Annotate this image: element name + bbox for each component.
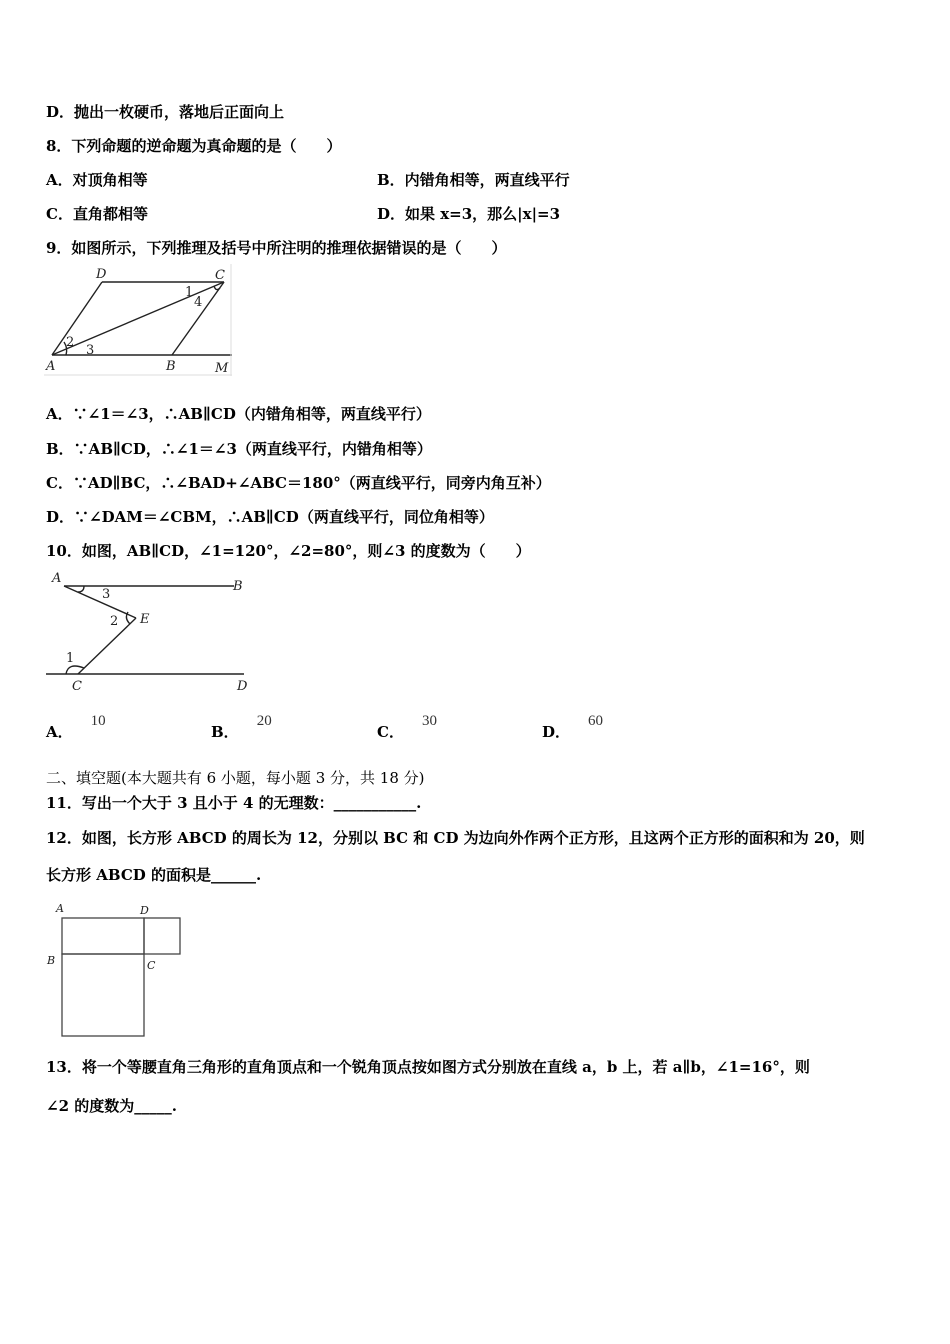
- q8-option-b: B．内错角相等，两直线平行: [377, 171, 570, 189]
- q7-option-d: D．抛出一枚硬币，落地后正面向上: [46, 103, 285, 121]
- q10-option-d-label: D．: [542, 723, 571, 741]
- q9-label-a: A: [46, 359, 56, 374]
- q10-option-c-value: 30: [421, 713, 437, 729]
- q9-angle-4: 4: [194, 295, 203, 310]
- q8-option-a: A．对顶角相等: [46, 171, 148, 189]
- q10-option-a-label: A．: [46, 723, 73, 741]
- q12-label-a: A: [56, 902, 64, 915]
- q12-line2: 长方形 ABCD 的面积是______.: [46, 866, 262, 884]
- q13-line1: 13．将一个等腰直角三角形的直角顶点和一个锐角顶点按如图方式分别放在直线 a，b 上，若 a∥b，∠1=16°，则: [46, 1058, 810, 1076]
- q10-option-b-label: B．: [211, 723, 239, 741]
- q9-stem: 9．如图所示，下列推理及括号中所注明的推理依据错误的是（ ）: [46, 239, 507, 257]
- q10-label-a: A: [52, 571, 62, 586]
- q10-option-c-label: C．: [377, 723, 404, 741]
- q10-label-b: B: [233, 579, 243, 594]
- q9-label-c: C: [215, 268, 225, 283]
- q12-square-bc: [62, 954, 144, 1036]
- q9-label-m: M: [215, 361, 229, 376]
- q9-label-d: D: [96, 267, 107, 282]
- q10-angle-2: 2: [110, 614, 119, 629]
- q9-angle-1: 1: [185, 285, 194, 300]
- q8-stem: 8．下列命题的逆命题为真命题的是（ ）: [46, 137, 342, 155]
- q12-label-b: B: [47, 954, 56, 967]
- q11-text: 11．写出一个大于 3 且小于 4 的无理数：___________.: [46, 794, 422, 812]
- q10-angle-arc-3: [78, 586, 84, 592]
- q10-label-c: C: [72, 679, 82, 694]
- q13-line2: ∠2 的度数为_____.: [46, 1097, 177, 1115]
- q9-option-b: B．∵AB∥CD，∴∠1＝∠3（两直线平行，内错角相等）: [46, 440, 432, 458]
- q10-parallel-lines-figure: [44, 568, 254, 696]
- q9-parallelogram-figure: [44, 264, 240, 380]
- q9-angle-2: 2: [66, 335, 75, 350]
- q9-label-b: B: [166, 359, 176, 374]
- q9-option-d: D．∵∠DAM＝∠CBM，∴AB∥CD（两直线平行，同位角相等）: [46, 508, 494, 526]
- q10-label-d: D: [237, 679, 248, 694]
- q10-option-b: [211, 713, 272, 743]
- q10-segment-ec: [78, 618, 136, 674]
- q9-option-c: C．∵AD∥BC，∴∠BAD+∠ABC＝180°（两直线平行，同旁内角互补）: [46, 474, 551, 492]
- q12-rectangle-abcd: [62, 918, 144, 954]
- q9-angle-3: 3: [86, 343, 95, 358]
- q12-label-c: C: [147, 959, 156, 972]
- q10-option-b-value: 20: [256, 713, 272, 729]
- section-2-title: 二、填空题(本大题共有 6 小题，每小题 3 分，共 18 分): [46, 769, 425, 787]
- q12-rectangle-figure: [44, 898, 186, 1040]
- q12-label-d: D: [140, 904, 149, 917]
- q10-label-e: E: [140, 612, 150, 627]
- q10-option-a: [46, 713, 106, 743]
- q12-line1: 12．如图，长方形 ABCD 的周长为 12，分别以 BC 和 CD 为边向外作两个正方形，且这两个正方形的面积和为 20，则: [46, 829, 865, 847]
- q10-option-c: [377, 713, 437, 743]
- q12-square-cd: [144, 918, 180, 954]
- q10-angle-1: 1: [66, 651, 75, 666]
- q10-angle-3: 3: [102, 587, 111, 602]
- q10-stem: 10．如图，AB∥CD，∠1=120°，∠2=80°，则∠3 的度数为（ ）: [46, 542, 531, 560]
- q8-option-d: D．如果 x=3，那么|x|=3: [377, 205, 561, 223]
- q10-option-d: [542, 713, 604, 743]
- q10-option-a-value: 10: [90, 713, 106, 729]
- q8-option-c: C．直角都相等: [46, 205, 148, 223]
- q10-option-d-value: 60: [588, 713, 604, 729]
- q10-segment-ae: [64, 586, 136, 618]
- q9-option-a: A．∵∠1＝∠3，∴AB∥CD（内错角相等，两直线平行）: [46, 405, 431, 423]
